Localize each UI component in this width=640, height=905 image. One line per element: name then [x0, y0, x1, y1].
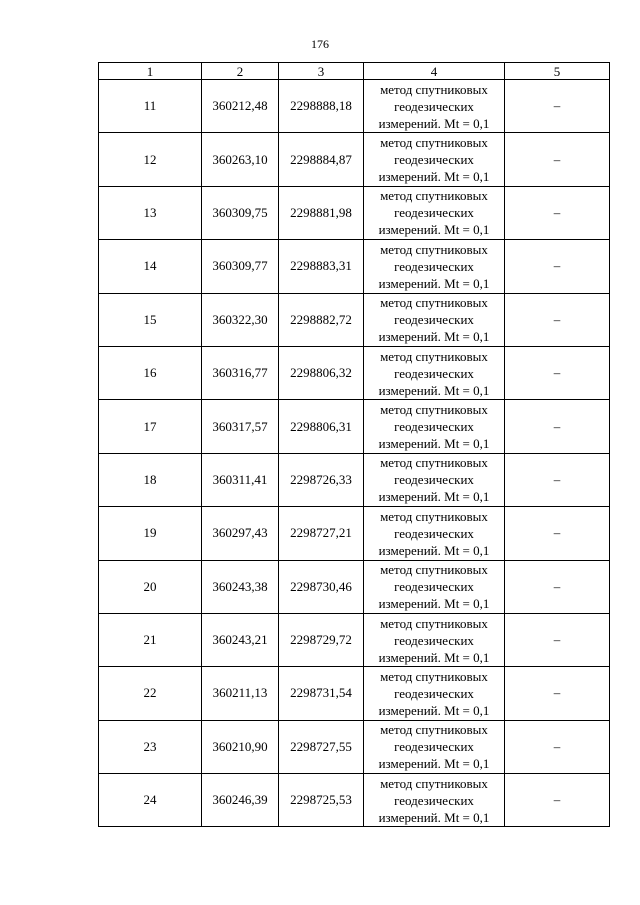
x-coordinate-cell: 360246,39: [202, 774, 279, 827]
x-coordinate-cell: 360311,41: [202, 453, 279, 506]
x-coordinate-cell: 360309,77: [202, 240, 279, 293]
x-coordinate-cell: 360211,13: [202, 667, 279, 720]
x-coordinate-cell: 360243,38: [202, 560, 279, 613]
method-cell: [364, 240, 505, 293]
table-row: [99, 560, 610, 613]
y-coordinate-cell: 2298806,32: [279, 346, 364, 399]
point-number-cell: 17: [99, 400, 202, 453]
method-line: измерений. Mt = 0,1: [378, 222, 490, 238]
note-cell: –: [505, 453, 610, 506]
page-number: 176: [311, 37, 329, 51]
method-line: геодезических: [394, 739, 474, 755]
method-line: измерений. Mt = 0,1: [378, 756, 490, 772]
method-cell: [364, 293, 505, 346]
method-line: геодезических: [394, 632, 474, 648]
note-cell: –: [505, 613, 610, 666]
method-line: геодезических: [394, 312, 474, 328]
method-line: геодезических: [394, 792, 474, 808]
method-line: измерений. Mt = 0,1: [378, 649, 490, 665]
y-coordinate-cell: 2298730,46: [279, 560, 364, 613]
table-row: [99, 774, 610, 827]
point-number-cell: 12: [99, 133, 202, 186]
y-coordinate-cell: 2298726,33: [279, 453, 364, 506]
point-number-cell: 11: [99, 80, 202, 133]
method-cell: [364, 560, 505, 613]
table-row: [99, 453, 610, 506]
method-line: геодезических: [394, 579, 474, 595]
point-number-cell: 22: [99, 667, 202, 720]
y-coordinate-cell: 2298883,31: [279, 240, 364, 293]
point-number-cell: 13: [99, 186, 202, 239]
method-line: метод спутниковых: [380, 722, 488, 738]
method-line: геодезических: [394, 685, 474, 701]
header-col-3: 3: [279, 63, 364, 80]
method-line: измерений. Mt = 0,1: [378, 542, 490, 558]
method-line: метод спутниковых: [380, 402, 488, 418]
method-line: метод спутниковых: [380, 562, 488, 578]
x-coordinate-cell: 360316,77: [202, 346, 279, 399]
y-coordinate-cell: 2298806,31: [279, 400, 364, 453]
method-line: геодезических: [394, 98, 474, 114]
table-header-row: [99, 63, 610, 80]
table-row: [99, 720, 610, 773]
point-number-cell: 20: [99, 560, 202, 613]
method-cell: [364, 133, 505, 186]
method-line: измерений. Mt = 0,1: [378, 329, 490, 345]
method-line: измерений. Mt = 0,1: [378, 382, 490, 398]
note-cell: –: [505, 293, 610, 346]
method-line: метод спутниковых: [380, 295, 488, 311]
point-number-cell: 15: [99, 293, 202, 346]
coordinates-table: [98, 62, 610, 827]
method-line: метод спутниковых: [380, 668, 488, 684]
x-coordinate-cell: 360243,21: [202, 613, 279, 666]
method-line: измерений. Mt = 0,1: [378, 702, 490, 718]
y-coordinate-cell: 2298729,72: [279, 613, 364, 666]
table-row: [99, 293, 610, 346]
method-line: метод спутниковых: [380, 135, 488, 151]
point-number-cell: 23: [99, 720, 202, 773]
method-line: измерений. Mt = 0,1: [378, 169, 490, 185]
note-cell: –: [505, 507, 610, 560]
note-cell: –: [505, 774, 610, 827]
table-row: [99, 80, 610, 133]
x-coordinate-cell: 360309,75: [202, 186, 279, 239]
method-cell: [364, 453, 505, 506]
header-col-5: 5: [505, 63, 610, 80]
method-line: геодезических: [394, 152, 474, 168]
method-line: геодезических: [394, 365, 474, 381]
method-line: геодезических: [394, 419, 474, 435]
note-cell: –: [505, 400, 610, 453]
method-line: метод спутниковых: [380, 348, 488, 364]
table-row: [99, 400, 610, 453]
method-line: метод спутниковых: [380, 188, 488, 204]
x-coordinate-cell: 360212,48: [202, 80, 279, 133]
x-coordinate-cell: 360263,10: [202, 133, 279, 186]
header-col-4: 4: [364, 63, 505, 80]
point-number-cell: 21: [99, 613, 202, 666]
method-line: измерений. Mt = 0,1: [378, 489, 490, 505]
y-coordinate-cell: 2298727,55: [279, 720, 364, 773]
table-row: [99, 186, 610, 239]
x-coordinate-cell: 360210,90: [202, 720, 279, 773]
y-coordinate-cell: 2298888,18: [279, 80, 364, 133]
point-number-cell: 18: [99, 453, 202, 506]
header-col-2: 2: [202, 63, 279, 80]
method-cell: [364, 346, 505, 399]
method-cell: [364, 774, 505, 827]
x-coordinate-cell: 360297,43: [202, 507, 279, 560]
table-row: [99, 240, 610, 293]
method-line: измерений. Mt = 0,1: [378, 115, 490, 131]
method-line: измерений. Mt = 0,1: [378, 275, 490, 291]
method-line: метод спутниковых: [380, 455, 488, 471]
method-line: геодезических: [394, 525, 474, 541]
method-line: геодезических: [394, 472, 474, 488]
note-cell: –: [505, 560, 610, 613]
note-cell: –: [505, 186, 610, 239]
method-cell: [364, 507, 505, 560]
point-number-cell: 16: [99, 346, 202, 399]
method-cell: [364, 80, 505, 133]
method-cell: [364, 186, 505, 239]
table-body: [99, 80, 610, 827]
method-line: метод спутниковых: [380, 775, 488, 791]
y-coordinate-cell: 2298727,21: [279, 507, 364, 560]
y-coordinate-cell: 2298725,53: [279, 774, 364, 827]
y-coordinate-cell: 2298882,72: [279, 293, 364, 346]
method-line: геодезических: [394, 205, 474, 221]
method-cell: [364, 720, 505, 773]
note-cell: –: [505, 667, 610, 720]
table-row: [99, 613, 610, 666]
method-line: метод спутниковых: [380, 81, 488, 97]
method-line: измерений. Mt = 0,1: [378, 596, 490, 612]
method-cell: [364, 667, 505, 720]
table-row: [99, 346, 610, 399]
note-cell: –: [505, 346, 610, 399]
y-coordinate-cell: 2298731,54: [279, 667, 364, 720]
x-coordinate-cell: 360317,57: [202, 400, 279, 453]
x-coordinate-cell: 360322,30: [202, 293, 279, 346]
method-line: измерений. Mt = 0,1: [378, 809, 490, 825]
table-row: [99, 507, 610, 560]
point-number-cell: 19: [99, 507, 202, 560]
table-row: [99, 133, 610, 186]
method-cell: [364, 400, 505, 453]
method-cell: [364, 613, 505, 666]
note-cell: –: [505, 240, 610, 293]
note-cell: –: [505, 133, 610, 186]
y-coordinate-cell: 2298881,98: [279, 186, 364, 239]
point-number-cell: 14: [99, 240, 202, 293]
note-cell: –: [505, 80, 610, 133]
method-line: метод спутниковых: [380, 508, 488, 524]
header-col-1: 1: [99, 63, 202, 80]
method-line: геодезических: [394, 258, 474, 274]
method-line: метод спутниковых: [380, 615, 488, 631]
method-line: метод спутниковых: [380, 241, 488, 257]
point-number-cell: 24: [99, 774, 202, 827]
table-row: [99, 667, 610, 720]
note-cell: –: [505, 720, 610, 773]
y-coordinate-cell: 2298884,87: [279, 133, 364, 186]
method-line: измерений. Mt = 0,1: [378, 436, 490, 452]
